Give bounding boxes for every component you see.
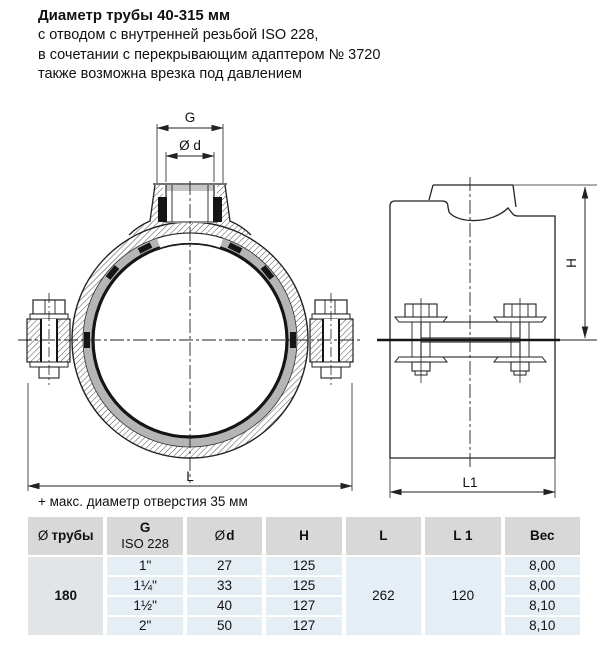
cell-g: 1" bbox=[107, 557, 182, 575]
subtitle-line-3: также возможна врезка под давлением bbox=[38, 66, 303, 82]
front-view bbox=[18, 110, 362, 491]
dim-label-g: G bbox=[184, 110, 196, 125]
cell-g: 2" bbox=[107, 617, 182, 635]
cell-weight: 8,10 bbox=[505, 597, 580, 615]
technical-drawing bbox=[0, 95, 612, 527]
cell-h: 127 bbox=[266, 597, 341, 615]
table-header-row bbox=[28, 517, 580, 555]
header-h: H bbox=[266, 517, 341, 555]
cell-pipe-diameter: 180 bbox=[28, 557, 103, 635]
page-subtitle bbox=[38, 26, 380, 85]
cell-h: 125 bbox=[266, 577, 341, 595]
cell-l1: 120 bbox=[425, 557, 500, 635]
header-pipe-diameter: Ø трубы bbox=[28, 517, 103, 555]
cell-h: 125 bbox=[266, 557, 341, 575]
cell-d: 33 bbox=[187, 577, 262, 595]
table-row bbox=[28, 557, 580, 575]
cell-weight: 8,00 bbox=[505, 557, 580, 575]
dim-label-l: L bbox=[186, 469, 194, 484]
cell-h: 127 bbox=[266, 617, 341, 635]
dim-label-od: Ø d bbox=[179, 138, 201, 153]
header-od: Ød bbox=[187, 517, 262, 555]
page-title: Диаметр трубы 40-315 мм bbox=[38, 7, 231, 24]
cell-d: 50 bbox=[187, 617, 262, 635]
cell-d: 40 bbox=[187, 597, 262, 615]
cell-weight: 8,10 bbox=[505, 617, 580, 635]
header-g-iso228: G ISO 228 bbox=[107, 517, 182, 555]
cell-d: 27 bbox=[187, 557, 262, 575]
side-view bbox=[377, 177, 597, 498]
subtitle-line-1: с отводом с внутренней резьбой ISO 228, bbox=[38, 27, 319, 43]
subtitle-line-2: в сочетании с перекрывающим адаптером № 3720 bbox=[38, 46, 381, 63]
dim-label-l1: L1 bbox=[462, 475, 478, 490]
cell-g: 1¼" bbox=[107, 577, 182, 595]
cell-l: 262 bbox=[346, 557, 421, 635]
dim-label-h: H bbox=[564, 258, 579, 268]
header-l: L bbox=[346, 517, 421, 555]
drawing-note: + макс. диаметр отверстия 35 мм bbox=[38, 494, 248, 509]
cell-g: 1½" bbox=[107, 597, 182, 615]
header-weight: Вес bbox=[505, 517, 580, 555]
dimensions-table bbox=[24, 515, 584, 637]
cell-weight: 8,00 bbox=[505, 577, 580, 595]
header-l1: L 1 bbox=[425, 517, 500, 555]
